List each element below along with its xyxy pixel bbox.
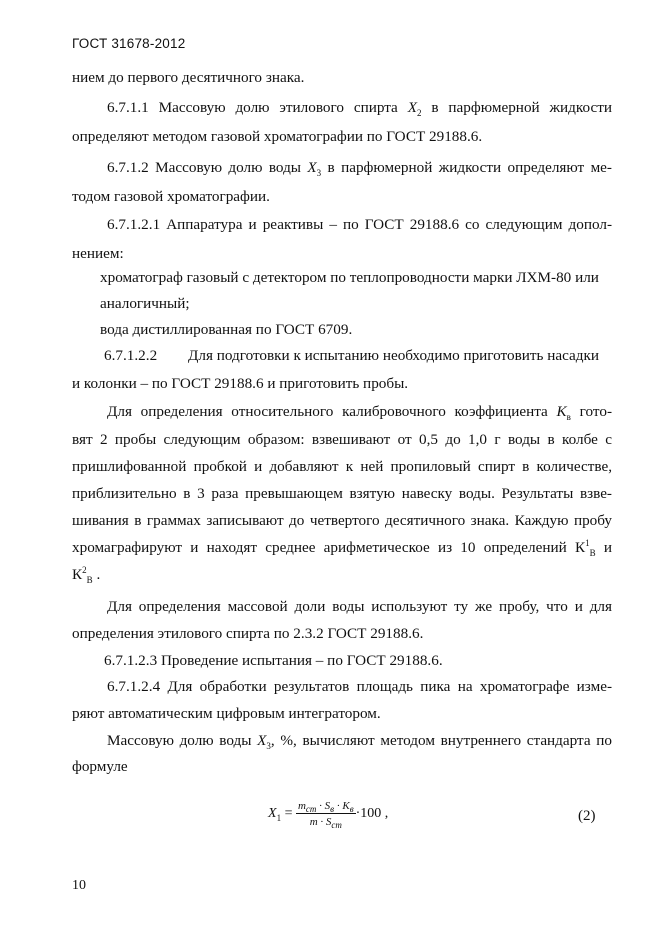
list-item: хроматограф газовый с детектором по теплопроводности марки ЛХМ-80 или [100,269,599,286]
formula-fraction: $\frac{m_{ст} \cdot S_в \cdot K_в}{m \cdot S_{ст}}$ [297,800,354,831]
text-line: определения этилового спирта по 2.3.2 ГОСТ 29188.6. [72,625,424,642]
list-item: вода дистиллированная по ГОСТ 6709. [100,321,353,338]
list-item-continuation: аналогичный; [100,295,190,312]
paragraph-water-determination: Для определения массовой доли воды используют ту же пробу, что и для [107,598,612,615]
formula-2: $X_1$ = $\frac{m_{ст} \cdot S_в \cdot K_в}{m \cdot S_{ст}}$ ·100 , [268,800,389,831]
text-line: хромаграфируют и находят среднее арифметическое из 10 определений $К^1_В$ и [72,537,612,559]
text-line: вят 2 пробы следующим образом: взвешивают от 0,5 до 1,0 г воды в колбе с [72,431,612,448]
paragraph-mass-fraction: Массовую долю воды $X_3$, %, вычисляют методом внутреннего стандарта по [107,732,612,752]
text-line: нием до первого десятичного знака. [72,69,305,86]
text-line: нением: [72,245,124,262]
text-line: ряют автоматическим цифровым интегратором. [72,705,381,722]
text-line: формуле [72,758,128,775]
text-line: тодом газовой хроматографии. [72,188,270,205]
paragraph-6-7-1-2-1: 6.7.1.2.1 Аппаратура и реактивы – по ГОСТ 29188.6 со следующим допол- [107,216,612,233]
paragraph-6-7-1-2-3: 6.7.1.2.3 Проведение испытания – по ГОСТ 29188.6. [104,652,443,669]
paragraph-6-7-1-2-4: 6.7.1.2.4 Для обработки результатов площадь пика на хроматографе изме- [107,678,612,695]
text-line: пришлифованной пробкой и добавляют к ней пропиловый спирт в количестве, [72,458,612,475]
document-header: ГОСТ 31678-2012 [72,36,186,51]
paragraph-6-7-1-1: 6.7.1.1 Массовую долю этилового спирта $X_2$ в парфюмерной жидкости [107,99,612,119]
text-line: и колонки – по ГОСТ 29188.6 и приготовить пробы. [72,375,409,392]
formula-number: (2) [578,808,596,824]
paragraph-6-7-1-2: 6.7.1.2 Массовую долю воды $X_3$ в парфюмерной жидкости определяют ме- [107,159,612,179]
text-line: $К^2_В$ . [72,564,101,586]
paragraph-calibration: Для определения относительного калибровочного коэффициента $K_в$ гото- [107,403,612,423]
text-line: определяют методом газовой хроматографии по ГОСТ 29188.6. [72,128,483,145]
text-line: приблизительно в 3 раза превышающем взятую навеску воды. Результаты взве- [72,485,612,502]
text-line: шивания в граммах записывают до четвертого десятичного знака. Каждую пробу [72,512,612,529]
text-line: Для подготовки к испытанию необходимо приготовить насадки [188,347,600,364]
page-number: 10 [72,878,86,893]
paragraph-number: 6.7.1.2.2 [104,347,158,364]
